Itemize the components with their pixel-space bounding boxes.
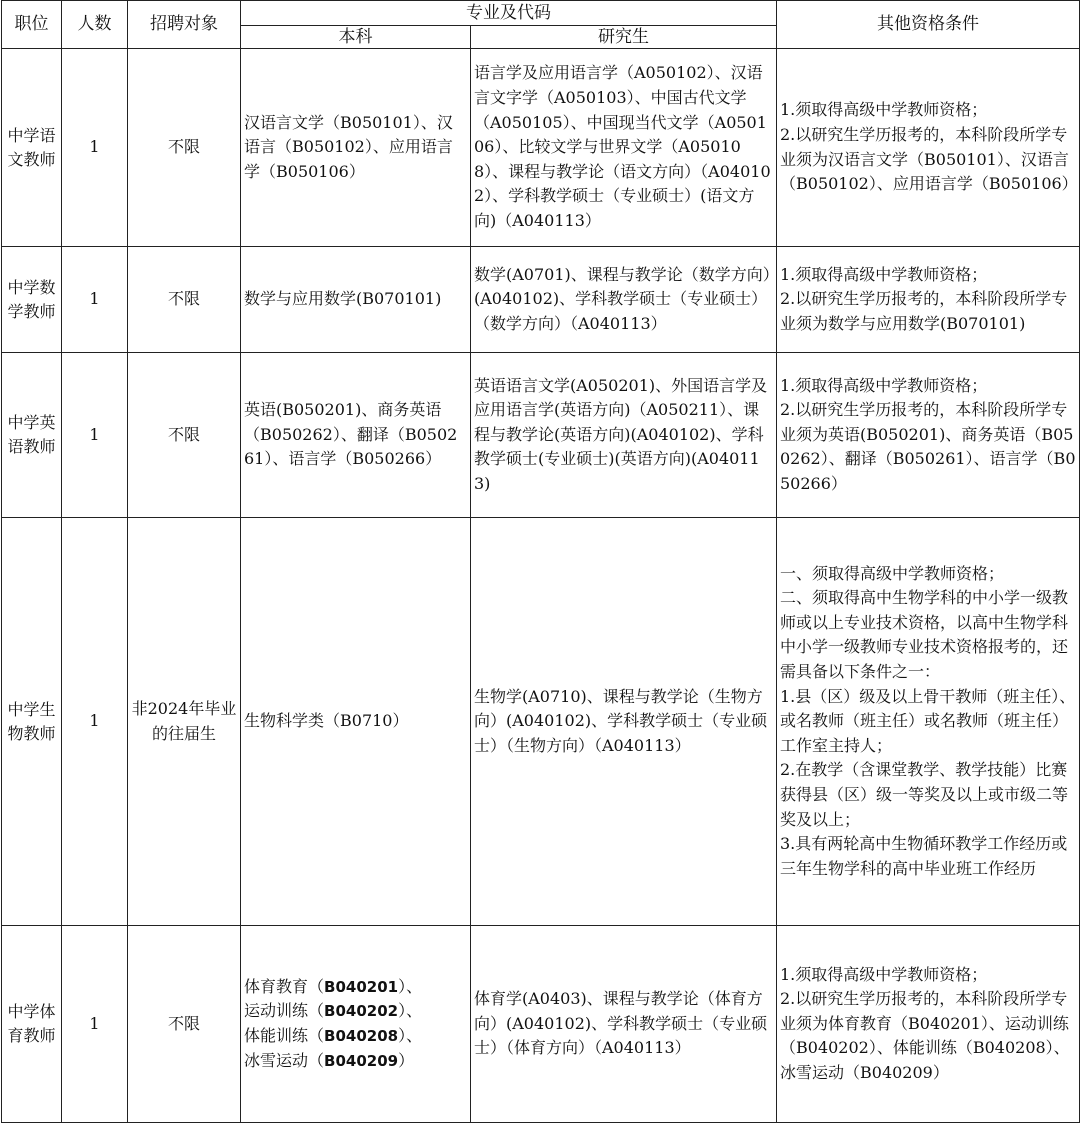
table-row — [2, 247, 1080, 353]
undergrad-cell — [241, 926, 471, 1123]
major-name: 体能训练（ — [244, 1026, 325, 1045]
other-cell — [777, 926, 1080, 1123]
header-graduate: 研究生 — [471, 26, 777, 49]
other-line: 2.以研究生学历报考的，本科阶段所学专业须为汉语言文学（B050101）、汉语言（B050102）、应用语言学（B050106） — [780, 124, 1078, 194]
major-code: B040202 — [324, 1002, 399, 1021]
table-row — [2, 926, 1080, 1123]
position-cell: 中学英语教师 — [2, 353, 62, 518]
target-cell: 不限 — [128, 247, 241, 353]
other-line: 二、须取得高中生物学科的中小学一级教师或以上专业技术资格，以高中生物学科中小学一级教师专业技术资格报考的，还需具备以下条件之一： — [780, 588, 1069, 682]
graduate-cell: 语言学及应用语言学（A050102）、汉语言文字学（A050103）、中国古代文学（A050105）、中国现当代文学（A050106）、比较文学与世界文学（A050108）、课程与教学论（语文方向）（A040102）、学科教学硕士（专业硕士）(语文方向)（A040113） — [471, 49, 777, 247]
position-cell: 中学语文教师 — [2, 49, 62, 247]
graduate-cell: 数学(A0701)、课程与教学论（数学方向）(A040102)、学科教学硕士（专业硕士）（数学方向）（A040113） — [471, 247, 777, 353]
recruitment-table — [1, 0, 1080, 1123]
major-name: 冰雪运动（ — [244, 1050, 325, 1070]
undergrad-cell: 英语(B050201)、商务英语（B050262）、翻译（B050261）、语言学（B050266） — [241, 353, 471, 518]
header-target: 招聘对象 — [128, 1, 241, 49]
other-line: 1.须取得高级中学教师资格； — [780, 264, 988, 284]
table-row — [2, 353, 1080, 518]
header-major-group: 专业及代码 — [241, 1, 777, 26]
other-line: 1.须取得高级中学教师资格； — [780, 375, 988, 395]
separator: ） — [398, 1050, 415, 1070]
header-count: 人数 — [62, 1, 128, 49]
count-cell: 1 — [62, 518, 128, 926]
major-code: B040209 — [324, 1051, 399, 1070]
count-cell: 1 — [62, 247, 128, 353]
other-line: 1.须取得高级中学教师资格； — [780, 964, 988, 984]
target-cell: 不限 — [128, 353, 241, 518]
position-cell: 中学数学教师 — [2, 247, 62, 353]
target-cell: 非2024年毕业的往届生 — [128, 518, 241, 926]
count-cell: 1 — [62, 353, 128, 518]
graduate-cell: 体育学(A0403)、课程与教学论（体育方向）(A040102)、学科教学硕士（专业硕士）（体育方向）（A040113） — [471, 926, 777, 1123]
undergrad-cell: 生物科学类（B0710） — [241, 518, 471, 926]
other-line: 3.具有两轮高中生物循环教学工作经历或三年生物学科的高中毕业班工作经历 — [780, 834, 1068, 878]
target-cell: 不限 — [128, 49, 241, 247]
undergrad-cell: 汉语言文学（B050101）、汉语言（B050102）、应用语言学（B050106） — [241, 49, 471, 247]
position-cell: 中学体育教师 — [2, 926, 62, 1123]
header-position: 职位 — [2, 1, 62, 49]
graduate-cell: 生物学(A0710)、课程与教学论（生物方向）(A040102)、学科教学硕士（专业硕士）（生物方向）（A040113） — [471, 518, 777, 926]
other-cell — [777, 353, 1080, 518]
target-cell: 不限 — [128, 926, 241, 1123]
graduate-cell: 英语语言文学(A050201)、外国语言学及应用语言学(英语方向)（A050211）、课程与教学论(英语方向)(A040102)、学科教学硕士(专业硕士)(英语方向)(A040113) — [471, 353, 777, 518]
table-row — [2, 49, 1080, 247]
other-line: 2.以研究生学历报考的，本科阶段所学专业须为体育教育（B040201）、运动训练（B040202）、体能训练（B040208）、冰雪运动（B040209） — [780, 989, 1070, 1082]
position-cell: 中学生物教师 — [2, 518, 62, 926]
count-cell: 1 — [62, 926, 128, 1123]
other-line: 1.须取得高级中学教师资格； — [780, 100, 988, 120]
major-code: B040208 — [324, 1027, 399, 1045]
header-other: 其他资格条件 — [777, 1, 1080, 49]
other-cell — [777, 518, 1080, 926]
separator: ）、 — [398, 976, 423, 996]
other-line: 2.以研究生学历报考的，本科阶段所学专业须为英语(B050201)、商务英语（B050262）、翻译（B050261）、语言学（B050266） — [780, 400, 1076, 493]
separator: ）、 — [398, 1026, 423, 1045]
header-undergrad: 本科 — [241, 26, 471, 49]
major-name: 运动训练（ — [244, 1001, 325, 1021]
count-cell: 1 — [62, 49, 128, 247]
other-line: 1.县（区）级及以上骨干教师（班主任）、或名教师（班主任）或名教师（班主任）工作室主持人； — [780, 686, 1076, 755]
other-line: 一、须取得高级中学教师资格； — [780, 563, 1005, 583]
undergrad-cell: 数学与应用数学(B070101) — [241, 247, 471, 353]
other-cell — [777, 247, 1080, 353]
major-name: 体育教育（ — [244, 976, 325, 996]
major-code: B040201 — [324, 977, 399, 996]
other-line: 2.以研究生学历报考的，本科阶段所学专业须为数学与应用数学(B070101) — [780, 289, 1068, 333]
other-line: 2.在教学（含课堂教学、教学技能）比赛获得县（区）级一等奖及以上或市级二等奖及以上； — [780, 760, 1069, 829]
table-row — [2, 518, 1080, 926]
separator: ）、 — [398, 1001, 423, 1021]
other-cell — [777, 49, 1080, 247]
